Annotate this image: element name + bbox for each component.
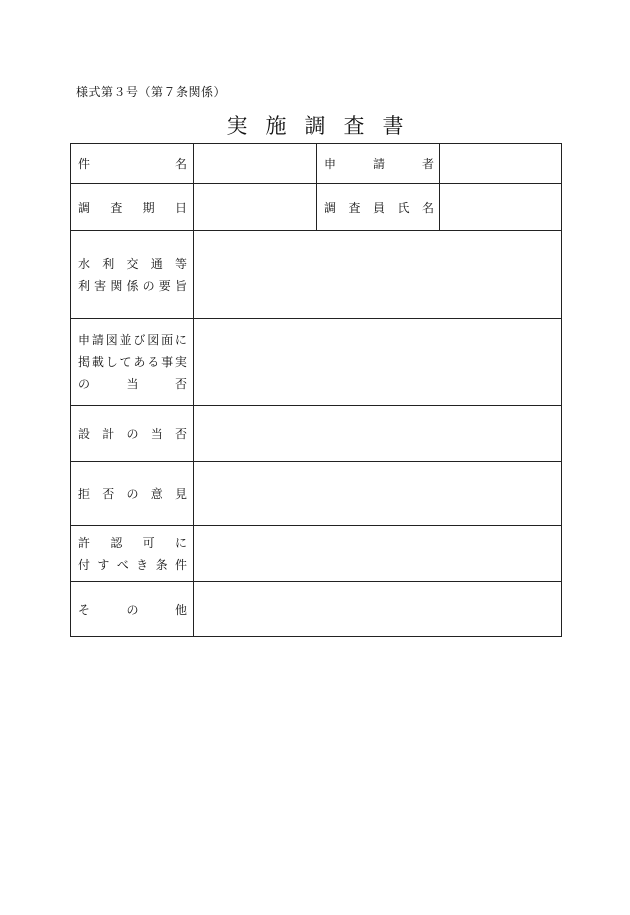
- table-row: [71, 144, 562, 184]
- label-text: 調 査 期 日: [78, 200, 187, 215]
- survey-form-table: [70, 143, 562, 637]
- table-row: [71, 526, 562, 582]
- table-row: [71, 231, 562, 319]
- label-text: 申 請 者: [324, 157, 434, 171]
- label-other: [71, 582, 194, 637]
- label-line: 許 認 可 に: [78, 535, 187, 550]
- label-text: 拒 否 の 意 見: [78, 487, 187, 501]
- label-applicant: [317, 144, 440, 184]
- survey-period-field[interactable]: [194, 184, 317, 231]
- label-line: 申 請 図 並 び 図 面 に: [78, 333, 187, 347]
- label-line: 水 利 交 通 等: [78, 256, 187, 271]
- surveyor-name-field[interactable]: [440, 184, 562, 231]
- label-text: 件 名: [78, 157, 187, 171]
- label-surveyor-name: [317, 184, 440, 231]
- label-drawing-check: [71, 319, 194, 406]
- label-permit-conditions: [71, 526, 194, 582]
- label-line: 付 す べ き 条 件: [78, 557, 187, 572]
- drawing-check-field[interactable]: [194, 319, 562, 406]
- permit-conditions-field[interactable]: [194, 526, 562, 582]
- applicant-field[interactable]: [440, 144, 562, 184]
- label-line: 利 害 関 係 の 要 旨: [78, 278, 187, 293]
- label-text: 調 査 員 氏 名: [324, 200, 434, 215]
- label-survey-period: [71, 184, 194, 231]
- table-row: [71, 319, 562, 406]
- page-title: 実施調査書: [226, 114, 422, 138]
- table-row: [71, 582, 562, 637]
- case-name-field[interactable]: [194, 144, 317, 184]
- label-design-check: [71, 406, 194, 462]
- label-line: 掲 載 し て あ る 事 実: [78, 355, 187, 369]
- label-text: そ の 他: [78, 602, 187, 617]
- refusal-opinion-field[interactable]: [194, 462, 562, 526]
- table-row: [71, 184, 562, 231]
- form-number: 様式第３号（第７条関係）: [76, 85, 227, 99]
- table-row: [71, 462, 562, 526]
- label-line: の 当 否: [78, 377, 187, 391]
- label-text: 設 計 の 当 否: [78, 427, 187, 441]
- design-check-field[interactable]: [194, 406, 562, 462]
- label-water-use: [71, 231, 194, 319]
- water-use-field[interactable]: [194, 231, 562, 319]
- table-row: [71, 406, 562, 462]
- label-case-name: [71, 144, 194, 184]
- label-refusal-opinion: [71, 462, 194, 526]
- other-field[interactable]: [194, 582, 562, 637]
